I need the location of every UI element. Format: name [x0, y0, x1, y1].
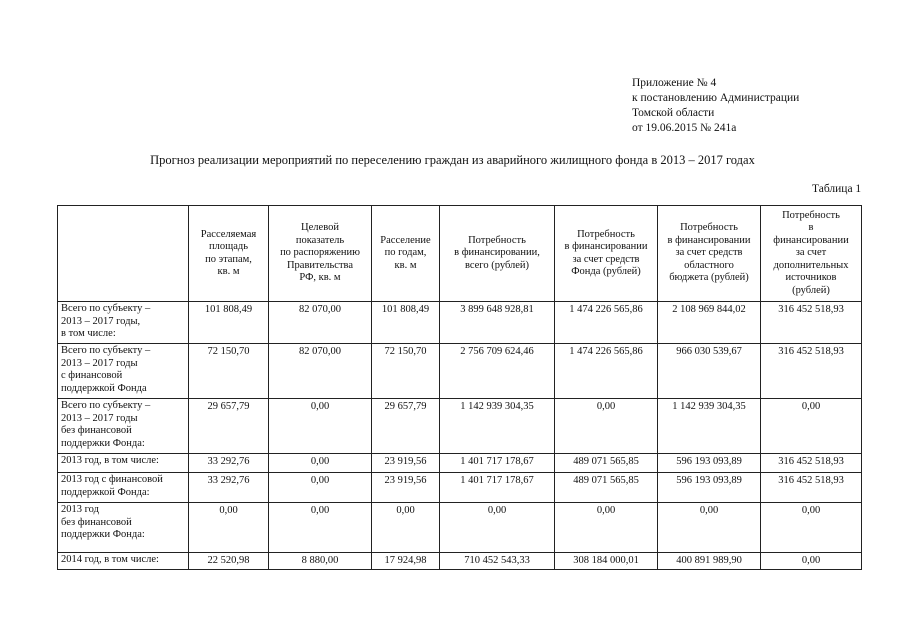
row-label: Всего по субъекту – 2013 – 2017 годы с финансовой поддержкой Фонда	[58, 344, 189, 399]
table-cell: 0,00	[761, 503, 862, 553]
table-cell: 0,00	[555, 503, 658, 553]
table-cell: 0,00	[555, 399, 658, 454]
table-cell: 72 150,70	[189, 344, 269, 399]
table-cell: 1 401 717 178,67	[440, 454, 555, 473]
table-cell: 1 142 939 304,35	[658, 399, 761, 454]
appendix-block	[632, 76, 799, 136]
table-cell: 316 452 518,93	[761, 344, 862, 399]
header-cell: Целевой показатель по распоряжению Правительства РФ, кв. м	[269, 206, 372, 302]
header-cell: Потребность в финансировании, всего (рублей)	[440, 206, 555, 302]
header-cell	[58, 206, 189, 302]
table-cell: 3 899 648 928,81	[440, 302, 555, 344]
table-cell: 2 108 969 844,02	[658, 302, 761, 344]
table-cell: 33 292,76	[189, 473, 269, 503]
header-cell: Расселяемая площадь по этапам, кв. м	[189, 206, 269, 302]
table-cell: 33 292,76	[189, 454, 269, 473]
table-cell: 308 184 000,01	[555, 553, 658, 570]
table-cell: 710 452 543,33	[440, 553, 555, 570]
table-cell: 1 142 939 304,35	[440, 399, 555, 454]
header-cell: Потребность в финансировании за счет дополнительных источников (рублей)	[761, 206, 862, 302]
appendix-line: Томской области	[632, 107, 715, 119]
table-row	[58, 473, 862, 503]
table-cell: 82 070,00	[269, 344, 372, 399]
row-label: 2014 год, в том числе:	[58, 553, 189, 570]
table-row	[58, 503, 862, 553]
table-cell: 8 880,00	[269, 553, 372, 570]
row-label: 2013 год с финансовой поддержкой Фонда:	[58, 473, 189, 503]
row-label: 2013 год без финансовой поддержки Фонда:	[58, 503, 189, 553]
table-cell: 596 193 093,89	[658, 473, 761, 503]
resettlement-table	[57, 205, 862, 570]
header-cell: Потребность в финансировании за счет средств областного бюджета (рублей)	[658, 206, 761, 302]
table-cell: 966 030 539,67	[658, 344, 761, 399]
document-title: Прогноз реализации мероприятий по переселению граждан из аварийного жилищного фонда в 2013 – 2017 годах	[150, 153, 755, 167]
table-row	[58, 553, 862, 570]
row-label: 2013 год, в том числе:	[58, 454, 189, 473]
table-cell: 0,00	[189, 503, 269, 553]
appendix-line: к постановлению Администрации	[632, 92, 800, 104]
table-cell: 400 891 989,90	[658, 553, 761, 570]
table-cell: 316 452 518,93	[761, 473, 862, 503]
table-cell: 82 070,00	[269, 302, 372, 344]
table-row	[58, 399, 862, 454]
table-row	[58, 454, 862, 473]
table-cell: 2 756 709 624,46	[440, 344, 555, 399]
appendix-line: от 19.06.2015 № 241а	[632, 122, 737, 134]
table-cell: 1 474 226 565,86	[555, 302, 658, 344]
table-label: Таблица 1	[812, 183, 862, 195]
table-cell: 489 071 565,85	[555, 473, 658, 503]
table-cell: 101 808,49	[189, 302, 269, 344]
table-row	[58, 344, 862, 399]
table-cell: 29 657,79	[189, 399, 269, 454]
table-cell: 0,00	[440, 503, 555, 553]
table-cell: 0,00	[269, 503, 372, 553]
table-cell: 0,00	[269, 454, 372, 473]
header-cell: Расселение по годам, кв. м	[372, 206, 440, 302]
table-cell: 316 452 518,93	[761, 454, 862, 473]
table-cell: 316 452 518,93	[761, 302, 862, 344]
table-row	[58, 302, 862, 344]
table-cell: 29 657,79	[372, 399, 440, 454]
table-cell: 23 919,56	[372, 473, 440, 503]
row-label: Всего по субъекту – 2013 – 2017 годы, в том числе:	[58, 302, 189, 344]
table-cell: 596 193 093,89	[658, 454, 761, 473]
table-cell: 489 071 565,85	[555, 454, 658, 473]
table-cell: 0,00	[761, 399, 862, 454]
table-cell: 1 401 717 178,67	[440, 473, 555, 503]
table-cell: 72 150,70	[372, 344, 440, 399]
table-cell: 101 808,49	[372, 302, 440, 344]
appendix-line: Приложение № 4	[632, 77, 717, 89]
table-cell: 0,00	[269, 399, 372, 454]
table-cell: 0,00	[269, 473, 372, 503]
header-cell: Потребность в финансировании за счет средств Фонда (рублей)	[555, 206, 658, 302]
row-label: Всего по субъекту – 2013 – 2017 годы без финансовой поддержки Фонда:	[58, 399, 189, 454]
table-cell: 0,00	[372, 503, 440, 553]
table-cell: 17 924,98	[372, 553, 440, 570]
table-cell: 0,00	[658, 503, 761, 553]
table-cell: 22 520,98	[189, 553, 269, 570]
table-cell: 0,00	[761, 553, 862, 570]
table-header-row	[58, 206, 862, 302]
table-cell: 23 919,56	[372, 454, 440, 473]
table-cell: 1 474 226 565,86	[555, 344, 658, 399]
